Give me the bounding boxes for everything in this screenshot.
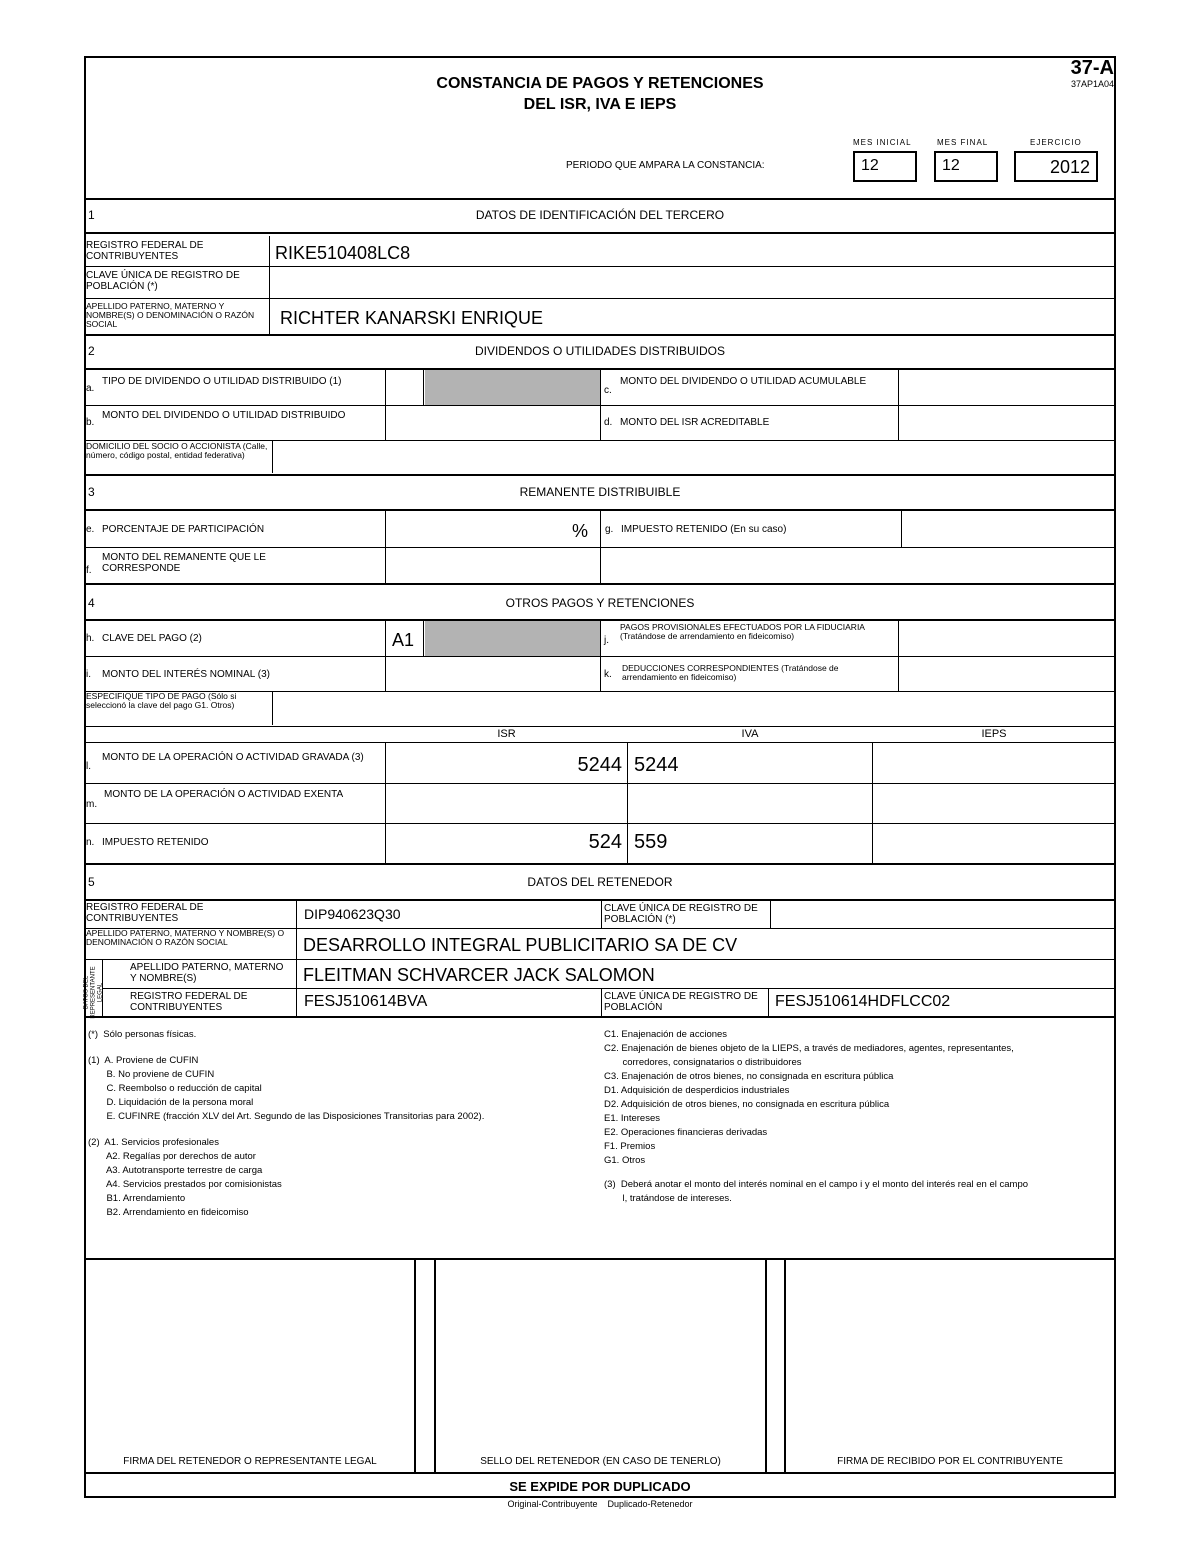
section4-number: 4 [88,596,95,610]
note-left: B1. Arrendamiento [88,1193,186,1204]
s2-b-letter: b. [86,417,95,428]
s4-l-isr-value[interactable]: 5244 [577,754,622,776]
s5-name-label: APELLIDO PATERNO, MATERNO Y NOMBRE(S) O DENOMINACIÓN O RAZÓN SOCIAL [86,928,285,947]
s5-curp-label: CLAVE ÚNICA DE REGISTRO DE POBLACIÓN (*) [604,903,758,925]
col-ieps-header: IEPS [981,728,1007,740]
note-left: C. Reembolso o reducción de capital [88,1083,262,1094]
s4-tipo-pago-label: ESPECIFIQUE TIPO DE PAGO (Sólo si seleccionó la clave del pago G1. Otros) [86,691,237,710]
form-number: 37-A [1070,57,1114,79]
s4-j-letter: j. [604,635,609,646]
footer-duplicado: SE EXPIDE POR DUPLICADO [509,1479,691,1494]
section2-title: DIVIDENDOS O UTILIDADES DISTRIBUIDOS [474,344,726,358]
seal-box-retenedor[interactable] [434,1258,767,1472]
s4-l-iva-value[interactable]: 5244 [634,754,679,776]
note-right: C3. Enajenación de otros bienes, no consignada en escritura pública [604,1071,894,1082]
section1-number: 1 [88,208,95,222]
footer-copies: Original-Contribuyente Duplicado-Retenedor [507,1499,693,1509]
note-right: C1. Enajenación de acciones [604,1029,728,1040]
note-right: E1. Intereses [604,1113,660,1124]
s4-l-label: MONTO DE LA OPERACIÓN O ACTIVIDAD GRAVADA (3) [102,752,364,763]
s4-h-label: CLAVE DEL PAGO (2) [102,633,202,644]
s3-e-label: PORCENTAJE DE PARTICIPACIÓN [102,524,265,535]
sig1-label: FIRMA DEL RETENEDOR O REPRESENTANTE LEGAL [123,1456,377,1467]
s4-h-gray-field [425,621,600,656]
section1-title: DATOS DE IDENTIFICACIÓN DEL TERCERO [475,208,725,222]
s5-rep-name-value[interactable]: FLEITMAN SCHVARCER JACK SALOMON [303,965,655,985]
note-left: (1) A. Proviene de CUFIN [88,1055,199,1066]
note-left: (2) A1. Servicios profesionales [88,1137,219,1148]
s4-m-letter: m. [86,799,98,810]
s3-g-label: IMPUESTO RETENIDO (En su caso) [621,524,787,535]
note-left: A2. Regalías por derechos de autor [88,1151,256,1162]
s4-i-label: MONTO DEL INTERÉS NOMINAL (3) [102,669,270,680]
s4-n-label: IMPUESTO RETENIDO [102,837,209,848]
s5-rfc-label: REGISTRO FEDERAL DE CONTRIBUYENTES [86,902,204,924]
s4-h-letter: h. [86,633,95,644]
s5-rep-rfc-label: REGISTRO FEDERAL DE CONTRIBUYENTES [130,991,248,1013]
mes-final-label: MES FINAL [937,138,989,147]
s1-rfc-value[interactable]: RIKE510408LC8 [275,243,411,263]
note-right: E2. Operaciones financieras derivadas [604,1127,768,1138]
s4-l-letter: l. [86,761,91,772]
signature-box-retenedor[interactable] [84,1258,416,1472]
s2-a-gray-field [425,370,600,405]
sig3-label: FIRMA DE RECIBIDO POR EL CONTRIBUYENTE [837,1456,1063,1467]
s3-percent-sign: % [572,521,589,541]
s3-g-letter: g. [605,524,614,535]
note-right: C2. Enajenación de bienes objeto de la LIEPS, a través de mediadores, agentes, representantes, [604,1043,1014,1054]
s4-n-letter: n. [86,837,95,848]
col-isr-header: ISR [497,728,516,740]
s2-b-label: MONTO DEL DIVIDENDO O UTILIDAD DISTRIBUIDO [102,410,346,421]
s2-d-label: MONTO DEL ISR ACREDITABLE [620,417,770,428]
s2-a-label: TIPO DE DIVIDENDO O UTILIDAD DISTRIBUIDO (1) [102,376,342,387]
s1-rfc-label: REGISTRO FEDERAL DE CONTRIBUYENTES [86,240,204,262]
s5-rfc-value[interactable]: DIP940623Q30 [304,906,401,922]
form-title-line1: CONSTANCIA DE PAGOS Y RETENCIONES [436,75,764,92]
section5-number: 5 [88,875,95,889]
section5-title: DATOS DEL RETENEDOR [527,875,673,889]
note-left: B2. Arrendamiento en fideicomiso [88,1207,249,1218]
s5-rep-side-label: DATOS DEL REPRESENTANTE LEGAL [83,966,104,1019]
section3-title: REMANENTE DISTRIBUIBLE [519,485,681,499]
s1-curp-label: CLAVE ÚNICA DE REGISTRO DE POBLACIÓN (*) [86,270,240,292]
note-right: D2. Adquisición de otros bienes, no consignada en escritura pública [604,1099,890,1110]
s2-d-letter: d. [604,417,613,428]
s1-name-label: APELLIDO PATERNO, MATERNO Y NOMBRE(S) O DENOMINACIÓN O RAZÓN SOCIAL [86,301,255,329]
section2-number: 2 [88,344,95,358]
note-right: l, tratándose de intereses. [604,1193,732,1204]
mes-inicial-label: MES INICIAL [853,138,912,147]
note-left: E. CUFINRE (fracción XLV del Art. Segundo de las Disposiciones Transitorias para 2002). [88,1111,485,1122]
notes-left [88,1028,608,1220]
s3-f-letter: f. [86,565,92,576]
s3-f-label: MONTO DEL REMANENTE QUE LE CORRESPONDE [102,552,266,574]
note-right: D1. Adquisición de desperdicios industriales [604,1085,790,1096]
s3-e-letter: e. [86,524,95,535]
note-left: A3. Autotransporte terrestre de carga [88,1165,263,1176]
note-right: corredores, consignatarios o distribuidores [604,1057,802,1068]
s4-k-letter: k. [604,669,612,680]
signature-box-contribuyente[interactable] [784,1258,1116,1472]
period-label: PERIODO QUE AMPARA LA CONSTANCIA: [566,160,765,171]
s4-i-letter: i. [86,669,91,680]
section4-title: OTROS PAGOS Y RETENCIONES [505,596,695,610]
s5-rep-name-label: APELLIDO PATERNO, MATERNO Y NOMBRE(S) [130,962,284,984]
s5-rep-rfc-value[interactable]: FESJ510614BVA [304,993,428,1010]
s2-a-letter: a. [86,383,95,394]
s5-rep-curp-value[interactable]: FESJ510614HDFLCC02 [775,993,951,1010]
s1-name-value[interactable]: RICHTER KANARSKI ENRIQUE [280,308,544,328]
s4-n-iva-value[interactable]: 559 [634,831,668,853]
sig2-label: SELLO DEL RETENEDOR (EN CASO DE TENERLO) [480,1456,721,1467]
s4-h-value[interactable]: A1 [392,630,415,650]
s4-m-label: MONTO DE LA OPERACIÓN O ACTIVIDAD EXENTA [104,789,344,800]
ejercicio-label: EJERCICIO [1030,138,1082,147]
note-right: F1. Premios [604,1141,656,1152]
note-left: (*) Sólo personas físicas. [88,1029,197,1040]
col-iva-header: IVA [741,728,759,740]
note-right: (3) Deberá anotar el monto del interés nominal en el campo i y el monto del interés real en el campo [604,1179,1029,1190]
form-title-line2: DEL ISR, IVA E IEPS [523,96,677,113]
s4-j-label: PAGOS PROVISIONALES EFECTUADOS POR LA FIDUCIARIA (Tratándose de arrendamiento en fideicomiso) [620,622,865,641]
s2-c-letter: c. [604,385,612,396]
form-code: 37AP1A04 [1070,79,1114,89]
s4-k-label: DEDUCCIONES CORRESPONDIENTES (Tratándose de arrendamiento en fideicomiso) [622,663,839,682]
s5-rep-curp-label: CLAVE ÚNICA DE REGISTRO DE POBLACIÓN [604,991,758,1013]
section3-number: 3 [88,485,95,499]
mes-final-field[interactable]: 12 [934,151,998,182]
ejercicio-field[interactable]: 2012 [1014,151,1098,182]
s2-c-label: MONTO DEL DIVIDENDO O UTILIDAD ACUMULABLE [620,376,867,387]
note-left: A4. Servicios prestados por comisionistas [88,1179,282,1190]
s4-n-isr-value[interactable]: 524 [588,831,622,853]
note-right: G1. Otros [604,1155,646,1166]
mes-inicial-field[interactable]: 12 [853,151,917,182]
s5-name-value[interactable]: DESARROLLO INTEGRAL PUBLICITARIO SA DE CV [303,935,738,955]
note-left: B. No proviene de CUFIN [88,1069,215,1080]
s2-domicilio-label: DOMICILIO DEL SOCIO O ACCIONISTA (Calle, número, código postal, entidad federativa) [86,441,268,460]
notes-right [604,1028,1112,1206]
note-left: D. Liquidación de la persona moral [88,1097,254,1108]
